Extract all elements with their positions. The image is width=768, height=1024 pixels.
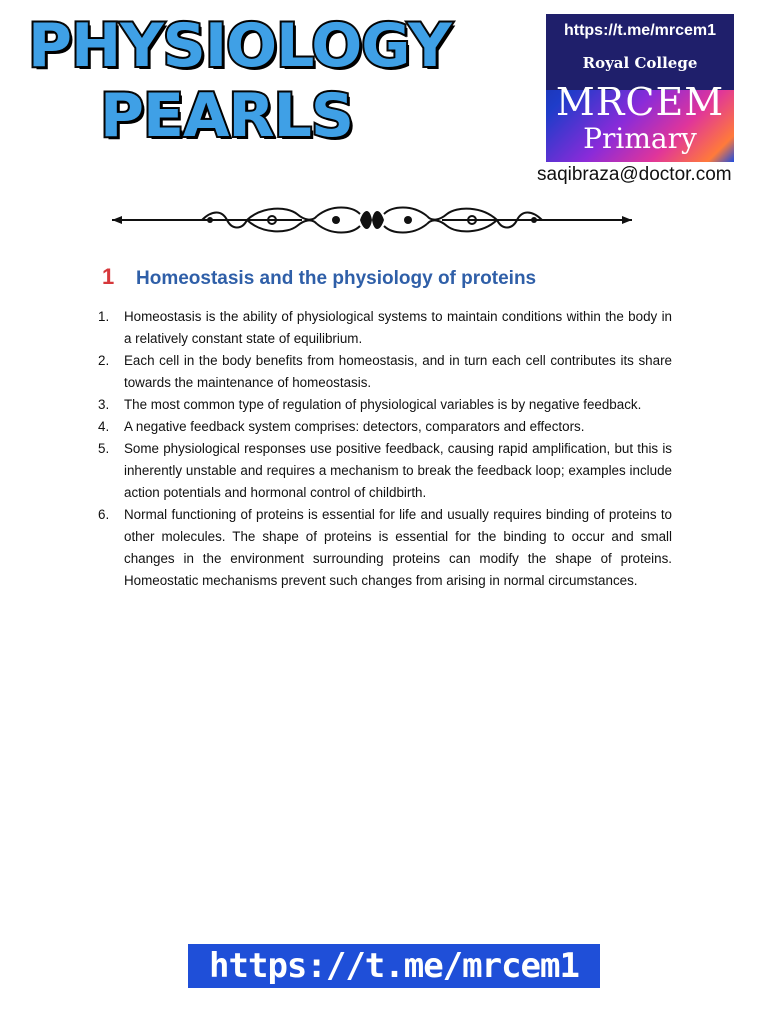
section-number: 1 [102,264,115,289]
promo-level: Primary [583,122,697,155]
list-item-number: 4. [98,419,110,434]
promo-exam: MRCEM [555,80,725,124]
list-item [98,306,672,350]
list-item-text: Each cell in the body benefits from homeostasis, and in turn each cell contributes its share towards the maintenance of homeostasis. [124,353,672,390]
list-item-text: A negative feedback system comprises: detectors, comparators and effectors. [124,419,585,434]
list-item-number: 2. [98,353,110,368]
list-item-number: 5. [98,441,110,456]
list-item [98,350,672,394]
promo-college: Royal College [582,54,698,72]
list-item [98,438,672,504]
ornamental-divider-icon [112,200,632,240]
section-title: Homeostasis and the physiology of proteins [136,268,537,289]
list-item [98,394,672,416]
list-item-text: The most common type of regulation of physiological variables is by negative feedback. [124,397,642,412]
footer-link-banner[interactable]: https://t.me/mrcem1 [188,944,600,988]
list-item-text: Homeostasis is the ability of physiological systems to maintain conditions within the body in a relatively constant state of equilibrium. [124,309,672,346]
promo-badge[interactable] [546,14,734,162]
section-heading [102,264,536,290]
list-item [98,504,672,592]
list-item-number: 1. [98,309,110,324]
list-item-text: Some physiological responses use positive feedback, causing rapid amplification, but this is inherently unstable and requires a mechanism to break the feedback loop; examples include action potentials and hormonal control of childbirth. [124,441,672,500]
list-item [98,416,672,438]
page-title [28,11,451,151]
list-item-text: Normal functioning of proteins is essential for life and usually requires binding of proteins to other molecules. The shape of proteins is essential for the binding to occur and small changes in the environment surrounding proteins can modify the shape of proteins. Homeostatic mechanisms prevent such changes from arising in normal circumstances. [124,507,672,588]
promo-url[interactable]: https://t.me/mrcem1 [563,22,717,39]
author-email[interactable]: saqibraza@doctor.com [537,164,732,185]
title-line-1: PHYSIOLOGY [28,11,451,81]
pearl-list [98,306,672,592]
list-item-number: 6. [98,507,110,522]
title-line-2: PEARLS [100,81,354,151]
list-item-number: 3. [98,397,110,412]
